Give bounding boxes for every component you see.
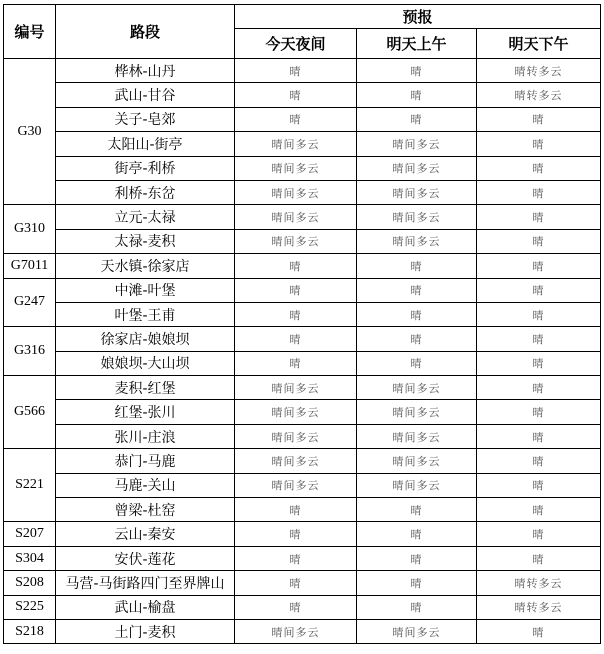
table-row	[4, 59, 601, 83]
route-segment-cell: 麦积-红堡	[56, 376, 235, 400]
weather-cell: 晴间多云	[235, 156, 357, 180]
weather-cell: 晴	[477, 522, 601, 546]
road-code-cell: G310	[4, 205, 56, 254]
weather-cell: 晴	[357, 302, 477, 326]
weather-cell: 晴	[477, 473, 601, 497]
table-row	[4, 278, 601, 302]
route-segment-cell: 马鹿-关山	[56, 473, 235, 497]
route-segment-cell: 太阳山-街亭	[56, 132, 235, 156]
weather-cell: 晴	[235, 83, 357, 107]
weather-cell: 晴转多云	[477, 595, 601, 619]
weather-cell: 晴间多云	[235, 205, 357, 229]
road-code-cell: G247	[4, 278, 56, 327]
route-segment-cell: 红堡-张川	[56, 400, 235, 424]
route-segment-cell: 安伏-莲花	[56, 546, 235, 570]
route-segment-cell: 娘娘坝-大山坝	[56, 351, 235, 375]
header-row-main	[4, 5, 601, 29]
weather-cell: 晴转多云	[477, 59, 601, 83]
weather-forecast-table	[3, 4, 601, 644]
weather-cell: 晴间多云	[235, 473, 357, 497]
route-segment-cell: 太禄-麦积	[56, 229, 235, 253]
route-segment-cell: 张川-庄浪	[56, 424, 235, 448]
weather-cell: 晴	[357, 498, 477, 522]
route-segment-cell: 中滩-叶堡	[56, 278, 235, 302]
road-code-cell: S218	[4, 619, 56, 643]
table-row	[4, 107, 601, 131]
table-row	[4, 180, 601, 204]
weather-cell: 晴间多云	[235, 132, 357, 156]
weather-cell: 晴	[477, 351, 601, 375]
route-segment-cell: 武山-榆盘	[56, 595, 235, 619]
route-segment-cell: 天水镇-徐家店	[56, 254, 235, 278]
weather-cell: 晴间多云	[357, 619, 477, 643]
weather-cell: 晴	[235, 498, 357, 522]
weather-cell: 晴转多云	[477, 83, 601, 107]
road-code-cell: G316	[4, 327, 56, 376]
route-segment-cell: 恭门-马鹿	[56, 449, 235, 473]
table-row	[4, 205, 601, 229]
weather-cell: 晴	[357, 254, 477, 278]
weather-cell: 晴	[235, 522, 357, 546]
route-segment-cell: 土门-麦积	[56, 619, 235, 643]
weather-cell: 晴	[477, 400, 601, 424]
table-row	[4, 449, 601, 473]
weather-cell: 晴	[357, 351, 477, 375]
table-row	[4, 302, 601, 326]
weather-cell: 晴	[477, 376, 601, 400]
weather-cell: 晴间多云	[357, 473, 477, 497]
road-code-cell: G566	[4, 376, 56, 449]
weather-cell: 晴间多云	[357, 180, 477, 204]
weather-cell: 晴间多云	[357, 132, 477, 156]
road-code-cell: S304	[4, 546, 56, 570]
table-row	[4, 498, 601, 522]
weather-cell: 晴	[357, 595, 477, 619]
route-segment-cell: 徐家店-娘娘坝	[56, 327, 235, 351]
route-segment-cell: 曾梁-杜窑	[56, 498, 235, 522]
table-body	[4, 59, 601, 644]
weather-cell: 晴	[477, 229, 601, 253]
weather-cell: 晴	[357, 59, 477, 83]
weather-cell: 晴间多云	[235, 180, 357, 204]
weather-cell: 晴	[357, 571, 477, 595]
road-code-cell: G30	[4, 59, 56, 205]
road-code-cell: S225	[4, 595, 56, 619]
road-code-cell: S208	[4, 571, 56, 595]
weather-cell: 晴	[477, 498, 601, 522]
weather-cell: 晴间多云	[357, 156, 477, 180]
weather-cell: 晴	[235, 278, 357, 302]
weather-cell: 晴间多云	[357, 376, 477, 400]
route-column-header: 路段	[56, 5, 235, 59]
forecast-group-header: 预报	[235, 5, 601, 29]
route-segment-cell: 桦林-山丹	[56, 59, 235, 83]
weather-cell: 晴	[477, 278, 601, 302]
weather-cell: 晴	[477, 205, 601, 229]
table-row	[4, 327, 601, 351]
weather-cell: 晴	[357, 83, 477, 107]
weather-cell: 晴间多云	[357, 424, 477, 448]
weather-cell: 晴	[235, 107, 357, 131]
route-segment-cell: 立元-太禄	[56, 205, 235, 229]
route-segment-cell: 利桥-东岔	[56, 180, 235, 204]
table-row	[4, 229, 601, 253]
weather-cell: 晴间多云	[357, 400, 477, 424]
weather-cell: 晴	[357, 107, 477, 131]
weather-cell: 晴	[357, 522, 477, 546]
table-row	[4, 595, 601, 619]
table-row	[4, 156, 601, 180]
weather-cell: 晴	[357, 546, 477, 570]
table-row	[4, 254, 601, 278]
road-code-cell: G7011	[4, 254, 56, 278]
weather-cell: 晴	[235, 571, 357, 595]
table-row	[4, 351, 601, 375]
weather-cell: 晴	[235, 327, 357, 351]
weather-cell: 晴间多云	[235, 400, 357, 424]
route-segment-cell: 叶堡-王甫	[56, 302, 235, 326]
weather-cell: 晴转多云	[477, 571, 601, 595]
weather-cell: 晴	[235, 546, 357, 570]
weather-cell: 晴	[477, 449, 601, 473]
table-row	[4, 83, 601, 107]
table-row	[4, 376, 601, 400]
weather-cell: 晴间多云	[357, 449, 477, 473]
route-segment-cell: 街亭-利桥	[56, 156, 235, 180]
weather-cell: 晴	[477, 156, 601, 180]
code-column-header: 编号	[4, 5, 56, 59]
road-code-cell: S207	[4, 522, 56, 546]
weather-cell: 晴	[477, 546, 601, 570]
weather-cell: 晴间多云	[357, 229, 477, 253]
route-segment-cell: 关子-皂郊	[56, 107, 235, 131]
route-segment-cell: 马营-马街路四门至界牌山	[56, 571, 235, 595]
table-row	[4, 424, 601, 448]
table-row	[4, 400, 601, 424]
road-code-cell: S221	[4, 449, 56, 522]
weather-cell: 晴	[235, 351, 357, 375]
weather-cell: 晴	[357, 278, 477, 302]
table-row	[4, 132, 601, 156]
weather-cell: 晴	[235, 595, 357, 619]
weather-cell: 晴	[235, 254, 357, 278]
route-segment-cell: 武山-甘谷	[56, 83, 235, 107]
weather-cell: 晴间多云	[357, 205, 477, 229]
table-row	[4, 546, 601, 570]
route-segment-cell: 云山-秦安	[56, 522, 235, 546]
table-row	[4, 473, 601, 497]
weather-cell: 晴	[477, 619, 601, 643]
weather-cell: 晴	[477, 302, 601, 326]
weather-cell: 晴	[235, 59, 357, 83]
weather-cell: 晴	[477, 107, 601, 131]
weather-cell: 晴间多云	[235, 424, 357, 448]
period-header-tomorrow-morning: 明天上午	[357, 29, 477, 59]
weather-cell: 晴	[477, 424, 601, 448]
weather-cell: 晴间多云	[235, 619, 357, 643]
table-row	[4, 522, 601, 546]
weather-cell: 晴	[357, 327, 477, 351]
table-row	[4, 619, 601, 643]
weather-cell: 晴	[477, 132, 601, 156]
period-header-tomorrow-afternoon: 明天下午	[477, 29, 601, 59]
weather-cell: 晴间多云	[235, 449, 357, 473]
weather-cell: 晴	[477, 327, 601, 351]
period-header-tonight: 今天夜间	[235, 29, 357, 59]
weather-cell: 晴间多云	[235, 376, 357, 400]
weather-cell: 晴	[477, 254, 601, 278]
table-row	[4, 571, 601, 595]
weather-cell: 晴间多云	[235, 229, 357, 253]
weather-cell: 晴	[477, 180, 601, 204]
weather-cell: 晴	[235, 302, 357, 326]
